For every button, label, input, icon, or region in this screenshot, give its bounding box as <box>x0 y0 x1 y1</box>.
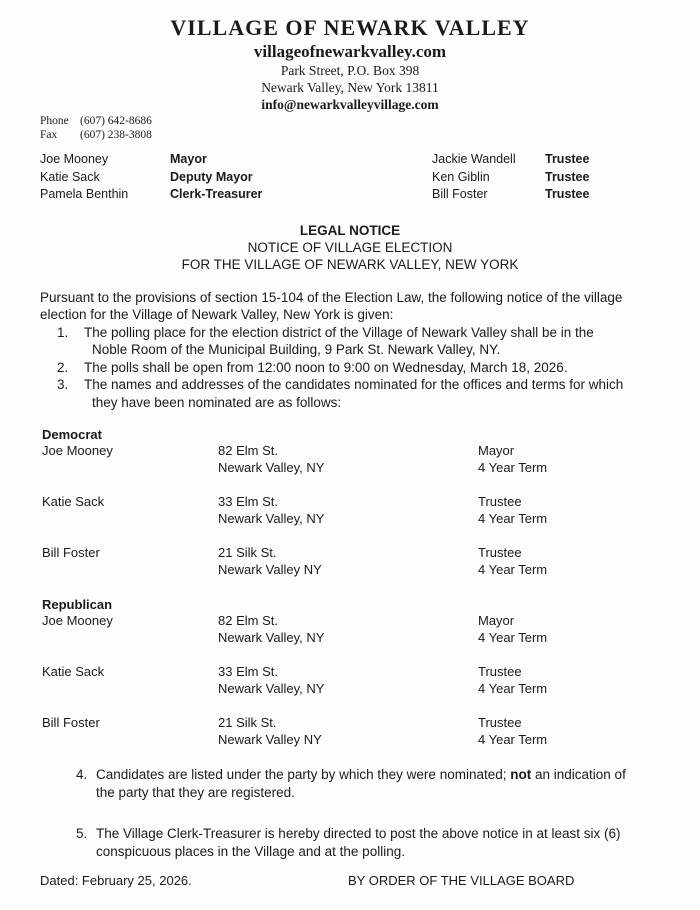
item-text-line1: The polling place for the election district of the Village of Newark Valley shall be in the <box>84 324 594 340</box>
official-name: Joe Mooney <box>40 152 109 166</box>
item-text-line1: The names and addresses of the candidates nominated for the offices and terms for which <box>84 377 624 392</box>
candidate-row <box>42 715 700 748</box>
candidate-office-title: Trustee <box>478 494 522 509</box>
item-text <box>96 766 668 801</box>
candidate-term: 4 Year Term <box>478 680 548 696</box>
phone-number: (607) 642-8686 <box>80 115 152 127</box>
official-name: Katie Sack <box>40 169 100 184</box>
candidate-name: Joe Mooney <box>42 443 113 458</box>
official-row <box>40 151 432 169</box>
candidate-address-line2: Newark Valley NY <box>218 731 322 747</box>
candidate-office <box>478 545 700 578</box>
intro-paragraph <box>40 289 670 324</box>
notice-headings <box>0 222 700 273</box>
candidate-address <box>218 613 478 646</box>
candidate-address <box>218 494 478 527</box>
candidate-office <box>478 664 700 697</box>
candidate-row <box>42 545 700 578</box>
item4-text-pre: Candidates are listed under the party by which they were nominated; <box>96 767 511 782</box>
candidate-address <box>218 545 478 578</box>
candidate-address-line2: Newark Valley NY <box>218 561 322 577</box>
candidate-office-title: Mayor <box>478 443 515 458</box>
item-text <box>96 825 668 860</box>
candidate-term: 4 Year Term <box>478 629 548 645</box>
candidate-office-title: Trustee <box>478 545 522 560</box>
org-title: VILLAGE OF NEWARK VALLEY <box>170 15 530 40</box>
party-heading-republican: Republican <box>42 597 113 612</box>
notice-item-2 <box>57 359 657 377</box>
village-heading: FOR THE VILLAGE OF NEWARK VALLEY, NEW YORK <box>181 256 519 272</box>
official-name: Ken Giblin <box>432 169 490 184</box>
item5-line1: The Village Clerk-Treasurer is hereby directed to post the above notice in at least six (6) <box>96 826 621 841</box>
contact-block <box>40 115 700 142</box>
intro-line1: Pursuant to the provisions of section 15-104 of the Election Law, the following notice of the village <box>40 289 623 305</box>
candidate-name: Bill Foster <box>42 715 100 730</box>
candidate-office-title: Trustee <box>478 664 522 679</box>
dated-line: Dated: February 25, 2026. <box>40 873 192 888</box>
intro-line2: election for the Village of Newark Valley, New York is given: <box>40 307 394 322</box>
party-heading-democrat: Democrat <box>42 427 102 442</box>
candidate-term: 4 Year Term <box>478 731 548 747</box>
candidate-address <box>218 443 478 476</box>
candidate-office <box>478 613 700 646</box>
org-address-line2: Newark Valley, New York 13811 <box>261 80 439 95</box>
official-row <box>40 186 432 204</box>
item-number: 4. <box>76 767 88 782</box>
item-text-line2: they have been nominated are as follows: <box>92 394 342 410</box>
official-title: Trustee <box>545 187 590 201</box>
official-row <box>432 151 692 169</box>
official-title: Trustee <box>545 152 590 166</box>
org-email: info@newarkvalleyvillage.com <box>261 97 439 112</box>
footer <box>40 873 700 888</box>
republican-candidates <box>0 613 700 748</box>
org-website: villageofnewarkvalley.com <box>253 42 447 61</box>
election-notice-heading: NOTICE OF VILLAGE ELECTION <box>247 239 453 255</box>
official-title: Deputy Mayor <box>170 169 253 184</box>
candidate-term: 4 Year Term <box>478 561 548 577</box>
item-text <box>84 324 657 359</box>
item-number: 5. <box>76 826 88 841</box>
item-number: 2. <box>57 359 69 375</box>
official-name: Pamela Benthin <box>40 187 129 201</box>
candidate-address-line1: 33 Elm St. <box>218 494 278 509</box>
candidate-row <box>42 664 700 697</box>
official-row <box>40 169 432 187</box>
officials-right-column <box>432 151 692 204</box>
legal-notice-heading: LEGAL NOTICE <box>299 222 401 238</box>
by-order-line: BY ORDER OF THE VILLAGE BOARD <box>348 873 575 888</box>
official-row <box>432 169 692 187</box>
candidate-name: Katie Sack <box>42 664 105 679</box>
candidate-address-line2: Newark Valley, NY <box>218 459 325 475</box>
candidate-term: 4 Year Term <box>478 459 548 475</box>
item4-bold-not: not <box>510 767 532 782</box>
phone-label: Phone <box>40 115 69 127</box>
candidate-address-line2: Newark Valley, NY <box>218 510 325 526</box>
item5-line2: conspicuous places in the Village and at the polling. <box>96 843 405 859</box>
candidate-office-title: Trustee <box>478 715 522 730</box>
candidate-row <box>42 443 700 476</box>
candidate-row <box>42 613 700 646</box>
candidate-name: Bill Foster <box>42 545 100 560</box>
officials-section <box>40 151 700 204</box>
candidate-term: 4 Year Term <box>478 510 548 526</box>
fax-number: (607) 238-3808 <box>80 128 152 141</box>
candidate-address-line1: 21 Silk St. <box>218 715 277 730</box>
letterhead <box>0 0 700 113</box>
notice-item-list <box>0 324 700 412</box>
item4-text-post: an indication of <box>531 767 626 782</box>
candidate-office <box>478 443 700 476</box>
candidate-address-line1: 82 Elm St. <box>218 613 278 628</box>
phone-row <box>40 115 700 129</box>
candidate-address <box>218 664 478 697</box>
candidate-address-line1: 21 Silk St. <box>218 545 277 560</box>
item4-line1 <box>96 767 626 782</box>
official-title: Mayor <box>170 152 207 166</box>
candidate-office <box>478 715 700 748</box>
official-name: Bill Foster <box>432 187 488 201</box>
candidate-name: Joe Mooney <box>42 613 113 628</box>
fax-label: Fax <box>40 128 58 141</box>
item-text <box>84 376 657 411</box>
officials-left-column <box>40 151 432 204</box>
candidate-office-title: Mayor <box>478 613 515 628</box>
candidate-address-line2: Newark Valley, NY <box>218 629 325 645</box>
org-address-line1: Park Street, P.O. Box 398 <box>280 63 420 78</box>
democrat-candidates <box>0 443 700 578</box>
item-number: 1. <box>57 324 69 340</box>
item-number: 3. <box>57 377 69 392</box>
item4-line2: the party that they are registered. <box>96 784 295 800</box>
official-title: Trustee <box>545 169 590 184</box>
item-text: The polls shall be open from 12:00 noon to 9:00 on Wednesday, March 18, 2026. <box>84 359 568 375</box>
candidate-row <box>42 494 700 527</box>
notice-item-4 <box>76 766 668 801</box>
candidate-office <box>478 494 700 527</box>
fax-row <box>40 129 700 143</box>
item-text-line2: Noble Room of the Municipal Building, 9 Park St. Newark Valley, NY. <box>92 342 501 357</box>
candidate-address-line1: 82 Elm St. <box>218 443 278 458</box>
official-title: Clerk-Treasurer <box>170 187 263 201</box>
notice-item-3 <box>57 376 657 411</box>
candidate-address-line2: Newark Valley, NY <box>218 680 325 696</box>
notice-item-5 <box>76 825 668 860</box>
candidate-address <box>218 715 478 748</box>
candidate-address-line1: 33 Elm St. <box>218 664 278 679</box>
official-row <box>432 186 692 204</box>
candidate-name: Katie Sack <box>42 494 105 509</box>
official-name: Jackie Wandell <box>432 152 516 166</box>
notice-item-1 <box>57 324 657 359</box>
